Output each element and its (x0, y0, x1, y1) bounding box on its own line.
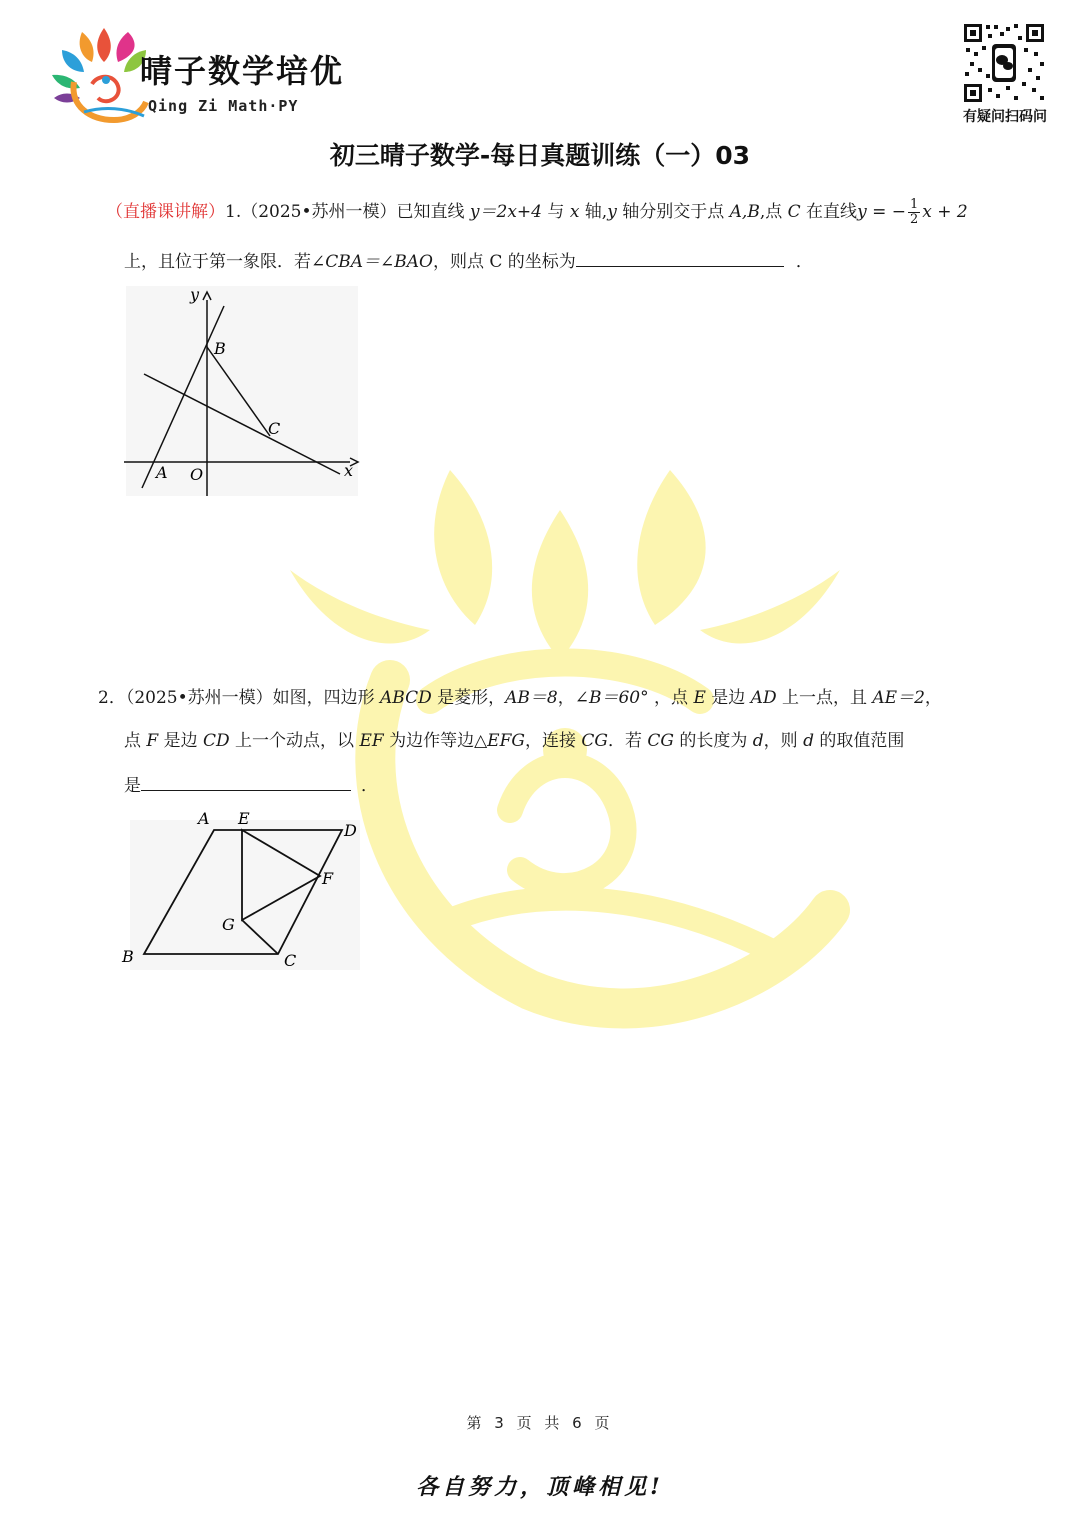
question-1-line-2: 上，且位于第一象限．若∠CBA＝∠BAO，则点 C 的坐标为 ． (124, 248, 813, 274)
label-e: E (238, 809, 250, 828)
label-c: C (268, 419, 281, 438)
answer-blank-1[interactable] (576, 248, 784, 267)
question-2-figure (116, 806, 366, 974)
label-a: A (156, 463, 168, 482)
label-g: G (222, 915, 235, 934)
brand-name-en: Qing Zi Math·PY (148, 97, 299, 115)
question-2-line-3: 是 ． (124, 772, 378, 798)
label-y: y (190, 285, 200, 304)
qr-code-label: 有疑问扫码问 (963, 109, 1047, 125)
label-o: O (190, 465, 204, 484)
fraction-one-half: $\frac{1}{2}$ (909, 197, 919, 227)
label-b: B (214, 339, 226, 358)
live-lesson-tag[interactable]: （直播课讲解） (106, 202, 225, 222)
slogan: 各自努力，顶峰相见! (416, 1474, 664, 1500)
question-1-figure (118, 284, 368, 498)
label-a: A (198, 809, 210, 828)
label-b: B (122, 947, 134, 966)
question-2-line-2: 点 F 是边 CD 上一个动点，以 EF 为边作等边△EFG，连接 CG．若 CG 的长度为 d，则 d 的取值范围 (124, 731, 905, 751)
label-d: D (344, 821, 357, 840)
label-f: F (322, 869, 334, 888)
question-2-line-1: 2．（2025•苏州一模）如图，四边形 ABCD 是菱形，AB＝8，∠B＝60° ，点 E 是边 AD 上一点，且 AE＝2， (98, 688, 942, 708)
page-number: 第 3 页 共 6 页 (466, 1414, 614, 1432)
label-c: C (284, 951, 297, 970)
page-title: 初三晴子数学-每日真题训练（一）03 (329, 141, 751, 170)
brand-name-cn: 晴子数学培优 (140, 52, 345, 90)
answer-blank-2[interactable] (141, 772, 351, 791)
qr-code-icon[interactable] (962, 22, 1046, 104)
label-x: x (344, 461, 354, 480)
question-1-line-1: （直播课讲解）1.（2025•苏州一模）已知直线 y＝2x+4 与 x 轴,y 轴分别交于点 A,B,点 C 在直线y = − $\frac{1}{2}$ x + 2 (106, 197, 968, 227)
